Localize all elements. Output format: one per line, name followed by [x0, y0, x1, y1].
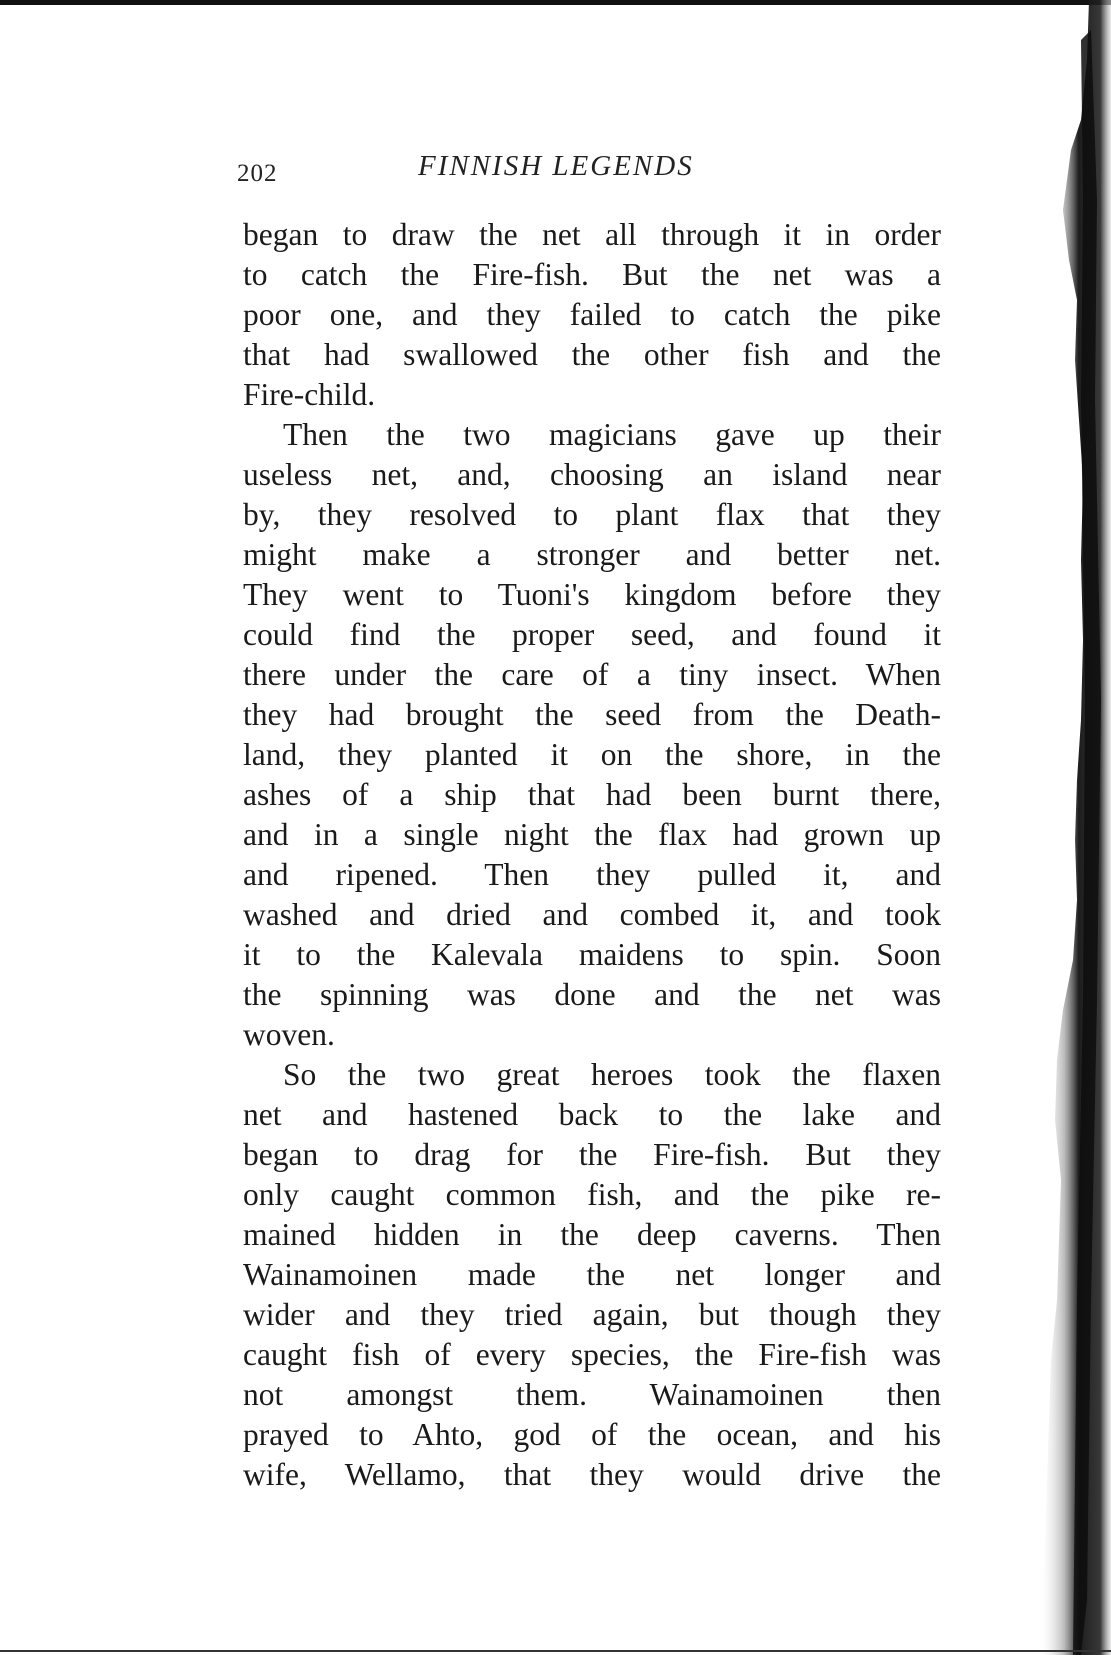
- text-line: Fire-child.: [243, 377, 376, 412]
- paragraph: [243, 415, 941, 1055]
- text-line: washed and dried and combed it, and took: [243, 897, 941, 932]
- text-line: only caught common fish, and the pike re-: [243, 1177, 941, 1212]
- text-line: it to the Kalevala maidens to spin. Soon: [243, 937, 941, 972]
- text-line: and ripened. Then they pulled it, and: [243, 857, 941, 892]
- text-line: could find the proper seed, and found it: [243, 617, 941, 652]
- text-line: net and hastened back to the lake and: [243, 1097, 941, 1132]
- text-line: They went to Tuoni's kingdom before they: [243, 577, 941, 612]
- text-line: might make a stronger and better net.: [243, 537, 941, 572]
- page-header: [237, 150, 942, 190]
- text-line: there under the care of a tiny insect. When: [243, 657, 941, 692]
- text-line: So the two great heroes took the flaxen: [283, 1057, 941, 1092]
- text-line: Wainamoinen made the net longer and: [243, 1257, 941, 1292]
- text-line: caught fish of every species, the Fire-fish was: [243, 1337, 941, 1372]
- text-line: useless net, and, choosing an island near: [243, 457, 941, 492]
- text-line: mained hidden in the deep caverns. Then: [243, 1217, 941, 1252]
- page-edge-shadow-graphic: [1011, 0, 1111, 1655]
- paragraph: [243, 1055, 941, 1495]
- text-line: that had swallowed the other fish and the: [243, 337, 941, 372]
- page-number: 202: [237, 160, 278, 187]
- running-title: FINNISH LEGENDS: [418, 150, 694, 182]
- text-line: the spinning was done and the net was: [243, 977, 941, 1012]
- body-text: [243, 215, 941, 1495]
- text-line: began to draw the net all through it in order: [243, 217, 941, 252]
- text-line: Then the two magicians gave up their: [283, 417, 941, 452]
- text-line: land, they planted it on the shore, in the: [243, 737, 941, 772]
- text-line: woven.: [243, 1017, 335, 1052]
- text-line: wife, Wellamo, that they would drive the: [243, 1457, 941, 1492]
- text-line: poor one, and they failed to catch the pike: [243, 297, 941, 332]
- bottom-rule: [0, 1650, 1111, 1652]
- text-line: not amongst them. Wainamoinen then: [243, 1377, 941, 1412]
- page-edge-shadow: [1011, 0, 1111, 1655]
- text-line: they had brought the seed from the Death-: [243, 697, 941, 732]
- text-line: to catch the Fire-fish. But the net was a: [243, 257, 941, 292]
- top-rule: [0, 0, 1111, 5]
- paragraph: [243, 215, 941, 415]
- text-line: began to drag for the Fire-fish. But they: [243, 1137, 941, 1172]
- text-line: ashes of a ship that had been burnt there,: [243, 777, 941, 812]
- text-line: by, they resolved to plant flax that they: [243, 497, 941, 532]
- text-line: wider and they tried again, but though they: [243, 1297, 941, 1332]
- text-line: and in a single night the flax had grown up: [243, 817, 941, 852]
- text-line: prayed to Ahto, god of the ocean, and his: [243, 1417, 941, 1452]
